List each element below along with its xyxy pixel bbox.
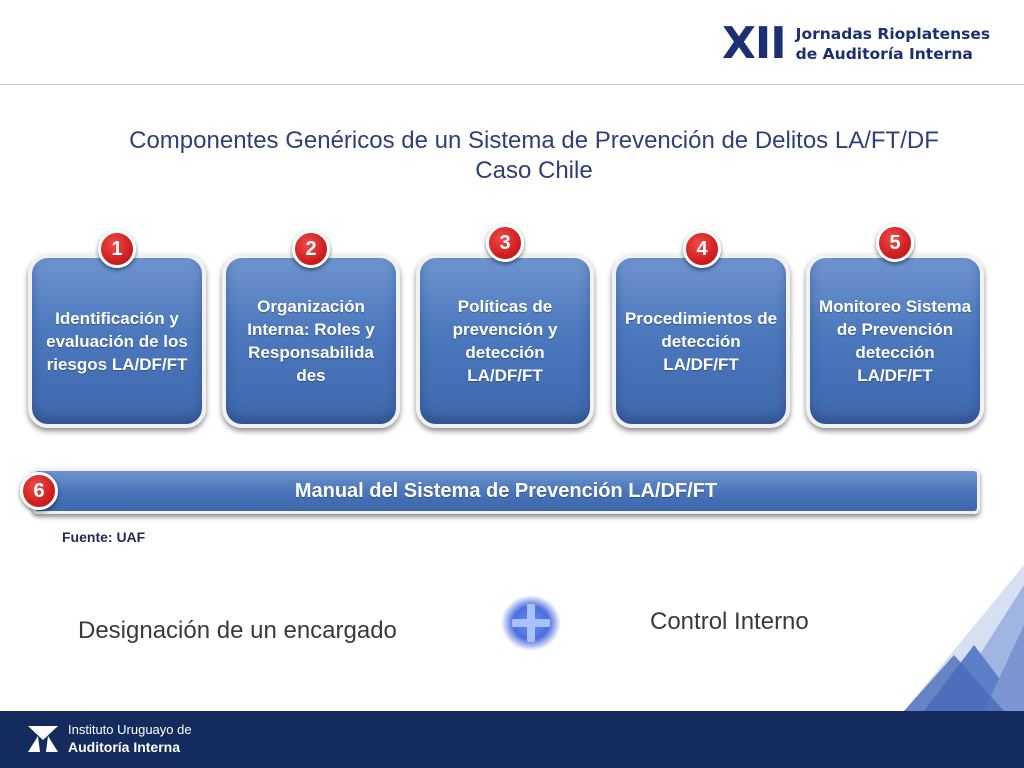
internal-control-text: Control Interno (650, 608, 809, 635)
component-card-2 (222, 254, 400, 428)
institute-name-line2: Auditoría Interna (68, 739, 181, 755)
component-card-5 (806, 254, 984, 428)
component-label-5: Monitoreo Sistema de Prevención detección LA/DF/FT (818, 297, 972, 385)
institute-logo-icon (26, 722, 60, 756)
event-logo-line1: Jornadas Rioplatenses (795, 25, 991, 43)
slide-title (40, 126, 1024, 186)
component-card-4 (612, 254, 790, 428)
component-label-1: Identificación y evaluación de los riesgos LA/DF/FT (46, 308, 188, 374)
component-label-4: Procedimientos de detección LA/DF/FT (624, 308, 778, 374)
component-card-3 (416, 254, 594, 428)
component-label-2: Organización Interna: Roles y Responsabilida des (247, 297, 375, 385)
plus-icon (500, 594, 562, 652)
event-logo-line2: de Auditoría Interna (795, 45, 973, 63)
slide-title-line2: Caso Chile (475, 157, 593, 184)
manual-badge: 6 (20, 472, 58, 510)
header-divider (0, 84, 1024, 85)
event-logo (722, 18, 991, 69)
manual-bar (32, 468, 980, 514)
institute-name-line1: Instituto Uruguayo de (68, 722, 192, 737)
component-card-1 (28, 254, 206, 428)
event-logo-numeral: XII (722, 18, 786, 69)
slide-title-line1: Componentes Genéricos de un Sistema de Prevención de Delitos LA/FT/DF (129, 127, 939, 154)
component-badge-2: 2 (292, 230, 330, 268)
designation-text: Designación de un encargado (78, 617, 397, 644)
component-badge-3: 3 (486, 224, 524, 262)
component-badge-5: 5 (876, 224, 914, 262)
component-badge-4: 4 (683, 230, 721, 268)
source-note: Fuente: UAF (62, 529, 146, 545)
manual-label: Manual del Sistema de Prevención LA/DF/FT (294, 479, 718, 502)
component-label-3: Políticas de prevención y detección LA/DF/FT (452, 297, 558, 385)
event-logo-text (796, 24, 990, 64)
component-badge-1: 1 (98, 230, 136, 268)
decorative-triangles (844, 565, 1024, 711)
